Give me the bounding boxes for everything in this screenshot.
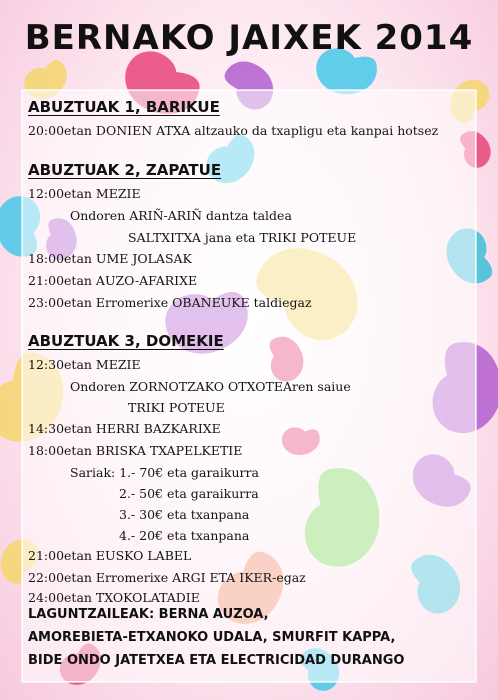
prize-line: 2.- 50€ eta garaikurra xyxy=(119,486,259,501)
prize-line: 3.- 30€ eta txanpana xyxy=(119,507,250,522)
schedule-line: 12:00etan MEZIE xyxy=(28,186,141,201)
schedule-line: 21:00etan AUZO-AFARIXE xyxy=(28,273,198,288)
prize-line: Sariak: 1.- 70€ eta garaikurra xyxy=(70,465,259,480)
poster-title: BERNAKO JAIXEK 2014 xyxy=(24,18,474,58)
schedule-line: 23:00etan Erromerixe OBANEUKE taldiegaz xyxy=(28,295,312,310)
schedule-line: 21:00etan EUSKO LABEL xyxy=(28,548,192,563)
sponsors-line: AMOREBIETA-ETXANOKO UDALA, SMURFIT KAPPA, xyxy=(28,630,396,645)
sponsors-line: LAGUNTZAILEAK: BERNA AUZOA, xyxy=(28,607,269,622)
sponsors-line: BIDE ONDO JATETXEA ETA ELECTRICIDAD DURANGO xyxy=(28,653,405,668)
schedule-line: 14:30etan HERRI BAZKARIXE xyxy=(28,421,221,436)
schedule-line: 18:00etan BRISKA TXAPELKETIE xyxy=(28,443,243,458)
schedule-line: 20:00etan DONIEN ATXA altzauko da txapligu eta kanpai hotsez xyxy=(28,123,439,138)
schedule-line: 12:30etan MEZIE xyxy=(28,357,141,372)
day-heading: ABUZTUAK 3, DOMEKIE xyxy=(28,332,224,350)
schedule-line: 18:00etan UME JOLASAK xyxy=(28,251,192,266)
schedule-line: SALTXITXA jana eta TRIKI POTEUE xyxy=(128,230,357,245)
schedule-line: 24:00etan TXOKOLATADIE xyxy=(28,590,200,605)
schedule-line: TRIKI POTEUE xyxy=(128,400,225,415)
day-heading: ABUZTUAK 1, BARIKUE xyxy=(28,98,220,116)
schedule-line: Ondoren ZORNOTZAKO OTXOTEAren saiue xyxy=(70,379,351,394)
prize-line: 4.- 20€ eta txanpana xyxy=(119,528,250,543)
day-heading: ABUZTUAK 2, ZAPATUE xyxy=(28,161,222,179)
schedule-line: 22:00etan Erromerixe ARGI ETA IKER-egaz xyxy=(28,570,306,585)
schedule-line: Ondoren ARIÑ-ARIÑ dantza taldea xyxy=(70,208,292,223)
